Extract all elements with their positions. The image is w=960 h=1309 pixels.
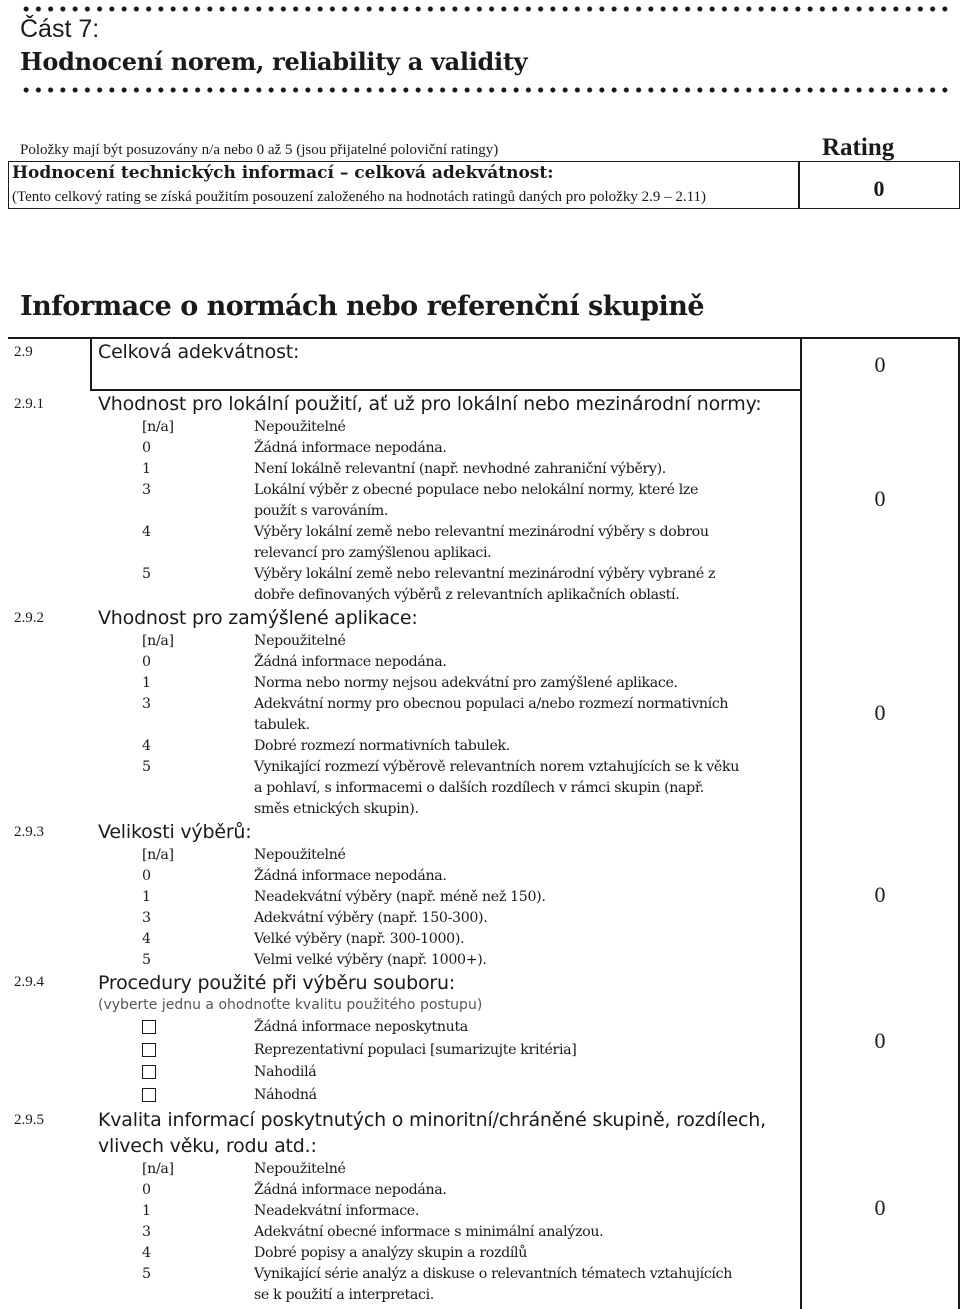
- option-text: Vynikající rozmezí výběrově relevantních norem vztahujících se k věku: [254, 759, 740, 775]
- rating-value-2-9-2[interactable]: 0: [874, 700, 886, 725]
- option-text: Není lokálně relevantní (např. nevhodné zahraniční výběry).: [254, 461, 666, 477]
- option-code: 3: [142, 910, 151, 926]
- option-text: Adekvátní obecné informace s minimální analýzou.: [254, 1224, 604, 1240]
- checkbox-icon[interactable]: [142, 1065, 156, 1079]
- option-text: Adekvátní výběry (např. 150-300).: [254, 910, 488, 926]
- rating-column-header: Rating: [822, 134, 895, 161]
- option-text-continued: relevancí pro zamýšlenou aplikaci.: [254, 545, 492, 561]
- option-checkbox[interactable]: [142, 1019, 156, 1039]
- item-title: Celková adekvátnost:: [98, 341, 300, 363]
- rating-value-2-9[interactable]: 0: [874, 352, 886, 377]
- option-code: 4: [142, 1245, 151, 1261]
- option-text: Výběry lokální země nebo relevantní mezinárodní výběry vybrané z: [254, 566, 716, 582]
- option-text: Nepoužitelné: [254, 847, 346, 863]
- option-text-continued: dobře definovaných výběrů z relevantních aplikačních oblastí.: [254, 587, 680, 603]
- option-code: 1: [142, 889, 151, 905]
- item-number: 2.9.1: [14, 396, 44, 412]
- table-border-right: [958, 337, 960, 1309]
- option-code: 1: [142, 461, 151, 477]
- option-text: Nepoužitelné: [254, 1161, 346, 1177]
- option-text: Velké výběry (např. 300-1000).: [254, 931, 465, 947]
- option-code: 1: [142, 1203, 151, 1219]
- option-checkbox[interactable]: [142, 1087, 156, 1107]
- rating-value-2-9-1[interactable]: 0: [874, 486, 886, 511]
- rating-value-2-9-5[interactable]: 0: [874, 1195, 886, 1220]
- option-text-continued: se k použití a interpretaci.: [254, 1287, 434, 1303]
- col-divider-2-9: [90, 337, 92, 389]
- option-code: [n/a]: [142, 419, 174, 435]
- option-code: 1: [142, 675, 151, 691]
- item-number: 2.9.5: [14, 1112, 44, 1128]
- rating-value-2-9-4[interactable]: 0: [874, 1028, 886, 1053]
- option-text-continued: tabulek.: [254, 717, 310, 733]
- option-text-continued: použít s varováním.: [254, 503, 389, 519]
- option-code: [n/a]: [142, 1161, 174, 1177]
- option-code: 4: [142, 738, 151, 754]
- option-code: 5: [142, 1266, 151, 1282]
- option-code: 3: [142, 1224, 151, 1240]
- option-text: Nepoužitelné: [254, 419, 346, 435]
- item-number: 2.9.3: [14, 824, 44, 840]
- option-text: Lokální výběr z obecné populace nebo nelokální normy, které lze: [254, 482, 699, 498]
- rating-column-divider: [800, 337, 802, 1309]
- item-number: 2.9.2: [14, 610, 44, 626]
- page-title: Hodnocení norem, reliability a validity: [20, 47, 528, 76]
- option-code: 0: [142, 868, 151, 884]
- option-code: 0: [142, 654, 151, 670]
- part-label: Část 7:: [20, 15, 100, 43]
- item-title: Vhodnost pro zamýšlené aplikace:: [98, 607, 418, 629]
- item-title: Velikosti výběrů:: [98, 821, 252, 843]
- section-title: Informace o normách nebo referenční skupině: [20, 291, 705, 322]
- rating-instructions: Položky mají být posuzovány n/a nebo 0 až 5 (jsou přijatelné poloviční ratingy): [20, 142, 499, 158]
- option-text: Žádná informace neposkytnuta: [254, 1019, 468, 1035]
- option-text: Nepoužitelné: [254, 633, 346, 649]
- option-text: Žádná informace nepodána.: [254, 868, 447, 884]
- summary-note: (Tento celkový rating se získá použitím posouzení založeného na hodnotách ratingů daných pro položky 2.9 – 2.11): [12, 189, 707, 205]
- option-code: 5: [142, 566, 151, 582]
- table-border-top: [8, 337, 960, 339]
- option-code: 4: [142, 931, 151, 947]
- option-text: Žádná informace nepodána.: [254, 654, 447, 670]
- summary-rating-value[interactable]: 0: [873, 176, 885, 201]
- item-hint: (vyberte jednu a ohodnoťte kvalitu použitého postupu): [98, 997, 483, 1013]
- item-number: 2.9.4: [14, 974, 44, 990]
- option-text: Výběry lokální země nebo relevantní mezinárodní výběry s dobrou: [254, 524, 709, 540]
- option-text: Žádná informace nepodána.: [254, 1182, 447, 1198]
- dotted-rule-bottom: [20, 87, 954, 93]
- option-text: Dobré rozmezí normativních tabulek.: [254, 738, 510, 754]
- option-code: 0: [142, 1182, 151, 1198]
- option-code: 0: [142, 440, 151, 456]
- option-text-continued: a pohlaví, s informacemi o dalších rozdílech v rámci skupin (např.: [254, 780, 704, 796]
- option-code: 5: [142, 759, 151, 775]
- item-number: 2.9: [14, 344, 33, 360]
- option-text: Reprezentativní populaci [sumarizujte kritéria]: [254, 1042, 577, 1058]
- rating-value-2-9-3[interactable]: 0: [874, 882, 886, 907]
- option-text: Nahodilá: [254, 1064, 317, 1080]
- row-divider-2-9: [90, 389, 800, 391]
- option-code: 5: [142, 952, 151, 968]
- item-title: Vhodnost pro lokální použití, ať už pro lokální nebo mezinárodní normy:: [98, 393, 762, 415]
- item-title: Kvalita informací poskytnutých o minoritní/chráněné skupině, rozdílech,: [98, 1109, 766, 1131]
- option-text: Neadekvátní informace.: [254, 1203, 420, 1219]
- option-checkbox[interactable]: [142, 1042, 156, 1062]
- option-code: 3: [142, 482, 151, 498]
- checkbox-icon[interactable]: [142, 1088, 156, 1102]
- option-code: [n/a]: [142, 633, 174, 649]
- item-title-continued: vlivech věku, rodu atd.:: [98, 1135, 317, 1157]
- checkbox-icon[interactable]: [142, 1020, 156, 1034]
- option-text: Žádná informace nepodána.: [254, 440, 447, 456]
- option-text: Norma nebo normy nejsou adekvátní pro zamýšlené aplikace.: [254, 675, 678, 691]
- option-checkbox[interactable]: [142, 1064, 156, 1084]
- option-text: Neadekvátní výběry (např. méně než 150).: [254, 889, 546, 905]
- option-code: 3: [142, 696, 151, 712]
- option-text: Adekvátní normy pro obecnou populaci a/nebo rozmezí normativních: [254, 696, 729, 712]
- option-code: [n/a]: [142, 847, 174, 863]
- checkbox-icon[interactable]: [142, 1043, 156, 1057]
- option-text: Vynikající série analýz a diskuse o relevantních tématech vztahujících: [254, 1266, 732, 1282]
- dotted-rule-top: [20, 6, 954, 12]
- option-code: 4: [142, 524, 151, 540]
- option-text: Náhodná: [254, 1087, 317, 1103]
- option-text-continued: směs etnických skupin).: [254, 801, 419, 817]
- summary-title: Hodnocení technických informací – celková adekvátnost:: [12, 163, 554, 183]
- option-text: Dobré popisy a analýzy skupin a rozdílů: [254, 1245, 528, 1261]
- option-text: Velmi velké výběry (např. 1000+).: [254, 952, 487, 968]
- item-title: Procedury použité při výběru souboru:: [98, 972, 456, 994]
